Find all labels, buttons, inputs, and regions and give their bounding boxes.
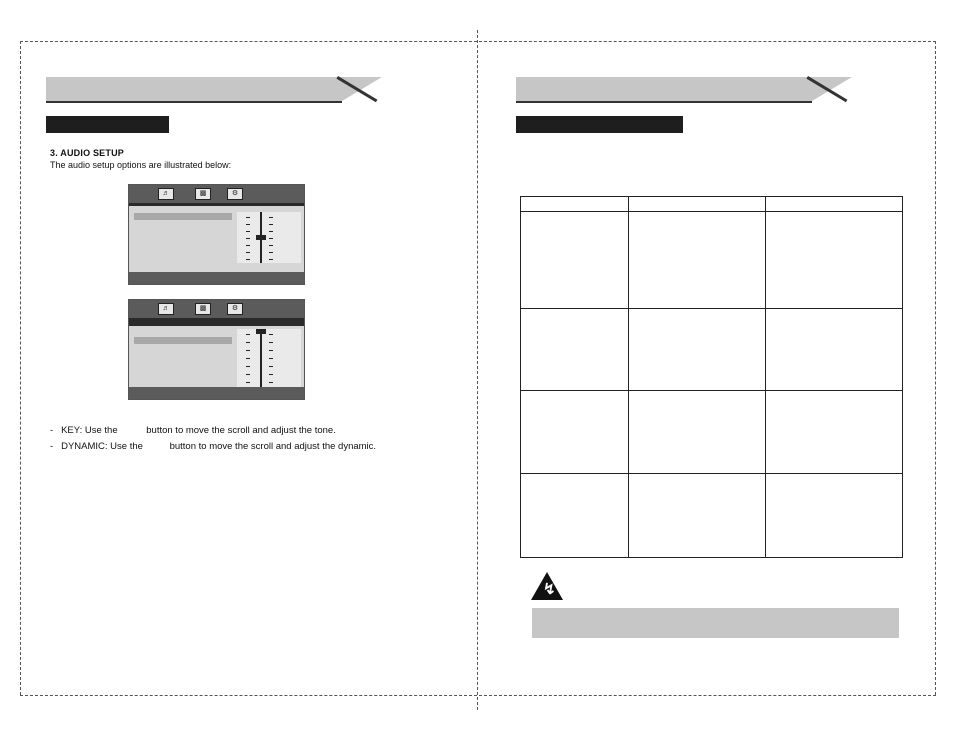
crop-line-bottom [20, 695, 936, 696]
settings-icon: ⚙ [227, 188, 243, 200]
key-slider [237, 212, 301, 263]
section-heading: 3. AUDIO SETUP [50, 148, 124, 158]
crop-line-left [20, 41, 21, 695]
dynamic-description [50, 441, 376, 452]
warning-box [532, 608, 899, 638]
table-cell [521, 474, 629, 558]
table-cell [521, 309, 629, 391]
table-header-cell [629, 197, 766, 212]
monitor-icon: ▩ [195, 303, 211, 315]
osd-dynamic-selected-row [134, 337, 232, 344]
key-text-after: button to move the scroll and adjust the tone. [146, 425, 336, 436]
left-page-banner [46, 77, 342, 103]
crop-line-right [935, 41, 936, 695]
fold-line [477, 30, 478, 710]
key-label: KEY: [61, 425, 83, 436]
table-cell [521, 212, 629, 309]
monitor-icon: ▩ [195, 188, 211, 200]
right-page-banner [516, 77, 812, 103]
table-cell [629, 309, 766, 391]
dynamic-text-before: Use the [107, 441, 146, 452]
settings-icon: ⚙ [227, 303, 243, 315]
speaker-icon: ♬ [158, 303, 174, 315]
right-section-bar [516, 116, 683, 133]
speaker-icon: ♬ [158, 188, 174, 200]
dynamic-slider-knob [256, 329, 266, 334]
key-description [50, 425, 336, 436]
osd-dynamic-screen [128, 299, 305, 400]
table-cell [629, 212, 766, 309]
dynamic-slider [237, 329, 301, 391]
table-cell [629, 474, 766, 558]
table-header-cell [521, 197, 629, 212]
table-cell [629, 391, 766, 474]
table-header-cell [766, 197, 903, 212]
table-cell [766, 309, 903, 391]
troubleshooting-table [520, 196, 903, 558]
table-cell [766, 212, 903, 309]
bullet-dash: - [50, 441, 54, 452]
dynamic-label: DYNAMIC: [61, 441, 108, 452]
osd-key-selected-row [134, 213, 232, 220]
section-intro: The audio setup options are illustrated below: [50, 160, 232, 170]
table-cell [766, 474, 903, 558]
dynamic-text-after: button to move the scroll and adjust the dynamic. [169, 441, 377, 452]
key-slider-knob [256, 235, 266, 240]
table-cell [521, 391, 629, 474]
key-text-before: Use the [82, 425, 121, 436]
crop-line-top [20, 41, 936, 42]
osd-key-screen [128, 184, 305, 285]
left-section-bar [46, 116, 169, 133]
bullet-dash: - [50, 425, 54, 436]
table-cell [766, 391, 903, 474]
lightning-bolt-glyph: ↯ [543, 581, 556, 598]
